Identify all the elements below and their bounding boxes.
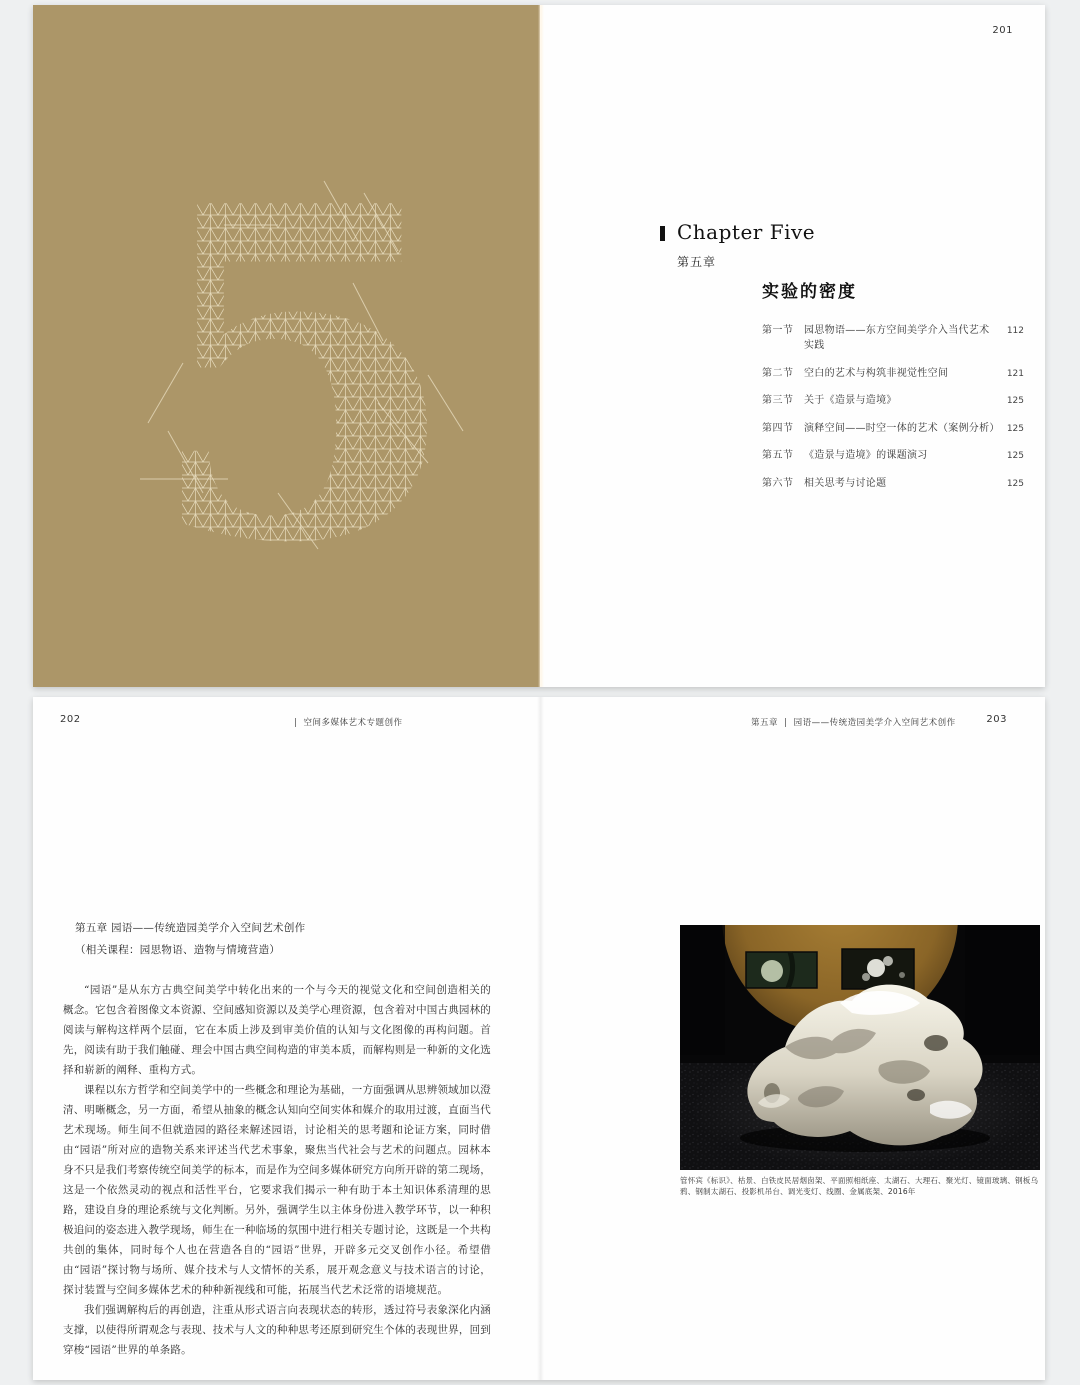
running-head-divider: | (294, 718, 298, 728)
page-gutter (537, 697, 544, 1380)
toc-row (762, 474, 1024, 489)
toc-page-number: 125 (1006, 451, 1024, 461)
running-head-right-text: 园语——传统造园美学介入空间艺术创作 (793, 718, 956, 728)
toc-section-label: 第四节 (762, 422, 794, 434)
body-paragraphs (63, 980, 491, 1360)
chapter-label-zh: 第五章 (677, 255, 717, 269)
numeral-5: 5 (144, 163, 462, 555)
toc-section-label: 第三节 (762, 395, 794, 406)
toc-row (762, 391, 1024, 406)
video-screen-right (842, 949, 914, 989)
toc-section-label: 第二节 (762, 367, 794, 379)
chapter-opener-left-page (33, 5, 540, 687)
toc-section-label: 第五节 (762, 450, 794, 461)
page-number-201: 201 (992, 25, 1013, 36)
toc-section-title: 《造景与造境》的课题演习 (804, 450, 928, 461)
toc-page-number: 125 (1006, 396, 1024, 406)
toc-page-number: 125 (1006, 423, 1024, 434)
running-head-divider: | (784, 718, 788, 728)
running-head-chapter: 第五章 (751, 718, 779, 728)
toc-row (762, 419, 1024, 434)
page-number-202: 202 (60, 714, 81, 725)
left-page-text-block (63, 920, 491, 1360)
toc-row (762, 364, 1024, 379)
paragraph: 我们强调解构后的再创造，注重从形式语言向表现状态的转形，透过符号表象深化内涵支撑，以使得所谓观念与表现、技术与人文的种种思考还原到研究生个体的表现世界，回到穿梭“园语”世界的单条路。 (63, 1304, 491, 1356)
video-screen-left (746, 952, 817, 988)
book-spread-202-203 (33, 697, 1045, 1380)
page-number-203: 203 (986, 714, 1007, 725)
running-head-right (751, 716, 956, 728)
related-courses-line: （相关课程：园思物语、造物与情境营造） (75, 944, 281, 956)
page-gutter (538, 5, 544, 687)
toc-row (762, 321, 1024, 351)
chapter-marker-bar (660, 226, 665, 241)
toc-section-title: 相关思考与讨论题 (804, 477, 887, 489)
paragraph: “园语”是从东方古典空间美学中转化出来的一个与今天的视觉文化和空间创造相关的概念。它包含着图像文本资源、空间感知资源以及美学心理资源，包含着对中国古典园林的阅读与解构这样两个层面，它在本质上涉及到审美价值的认知与文化图像的再构问题。首先，阅读有助于我们触碰、理会中国古典空间构造的审美本质，而解构则是一种新的文化选择和崭新的阐释、重构方式。 (63, 984, 491, 1076)
toc-page-number: 121 (1006, 368, 1024, 379)
installation-photo (680, 925, 1040, 1170)
chapter-label-en: Chapter Five (677, 220, 816, 244)
running-head-left-text: 空间多媒体艺术专题创作 (303, 718, 403, 728)
toc-section-title: 园思物语——东方空间美学介入当代艺术实践 (804, 325, 990, 351)
toc-page-number: 125 (1006, 478, 1024, 489)
table-of-contents (762, 321, 1024, 501)
toc-section-title: 关于《造景与造境》 (804, 395, 897, 406)
section-heading: 第五章 园语——传统造园美学介入空间艺术创作 (75, 922, 306, 934)
running-head-left (288, 716, 403, 728)
photo-caption: 管怀宾《标识》、枯景、白铁皮民居烟囱架、平面照相纸座、太湖石、大理石、聚光灯、镜面玻璃、钢板乌鸦、钢制太湖石、投影机吊台、调光变灯、线圈、金属底架、2016年 (680, 1176, 1039, 1196)
toc-section-label: 第六节 (762, 477, 794, 489)
toc-section-label: 第一节 (762, 325, 794, 336)
chapter-heading-block (660, 220, 815, 270)
toc-section-title: 空白的艺术与构筑非视觉性空间 (804, 367, 949, 379)
big-numeral-5-graphic (128, 163, 478, 555)
toc-page-number: 112 (1006, 326, 1024, 336)
paragraph: 课程以东方哲学和空间美学中的一些概念和理论为基础，一方面强调从思辨领域加以澄清、明晰概念，另一方面，希望从抽象的概念认知向空间实体和媒介的取用过渡，直面当代艺术现场。师生间不但就造园的路径来解述园语，讨论相关的思考题和论证方案，同时借由“园语”所对应的造物关系来评述当代艺术事象，聚焦当代社会与艺术的问题点。园林本身不只是我们考察传统空间美学的标本，而是作为空间多媒体研究方向所开辟的第二现场，这是一个依然灵动的视点和活性平台，它要求我们揭示一种有助于本土知识体系清理的思路，建设自身的理论系统与文化判断。另外，强调学生以主体身份进入教学环节，以一种积极追问的姿态进入教学现场，师生在一种临场的氛围中进行相关专题讨论，这既是一个共构共创的集体，同时每个人也在营造各自的“园语”世界，开辟多元交叉创作小径。希望借由“园语”探讨物与场所、媒介技术与人文情怀的关系，展开观念意义与技术语言的讨论，探讨装置与空间多媒体艺术的种种新视线和可能，拓展当代艺术泛常的语境规范。 (63, 1084, 491, 1296)
toc-row (762, 446, 1024, 461)
chapter-title: 实验的密度 (762, 282, 857, 302)
book-spread-chapter-opener (33, 5, 1045, 687)
toc-section-title: 演释空间——时空一体的艺术（案例分析） (804, 422, 1000, 434)
